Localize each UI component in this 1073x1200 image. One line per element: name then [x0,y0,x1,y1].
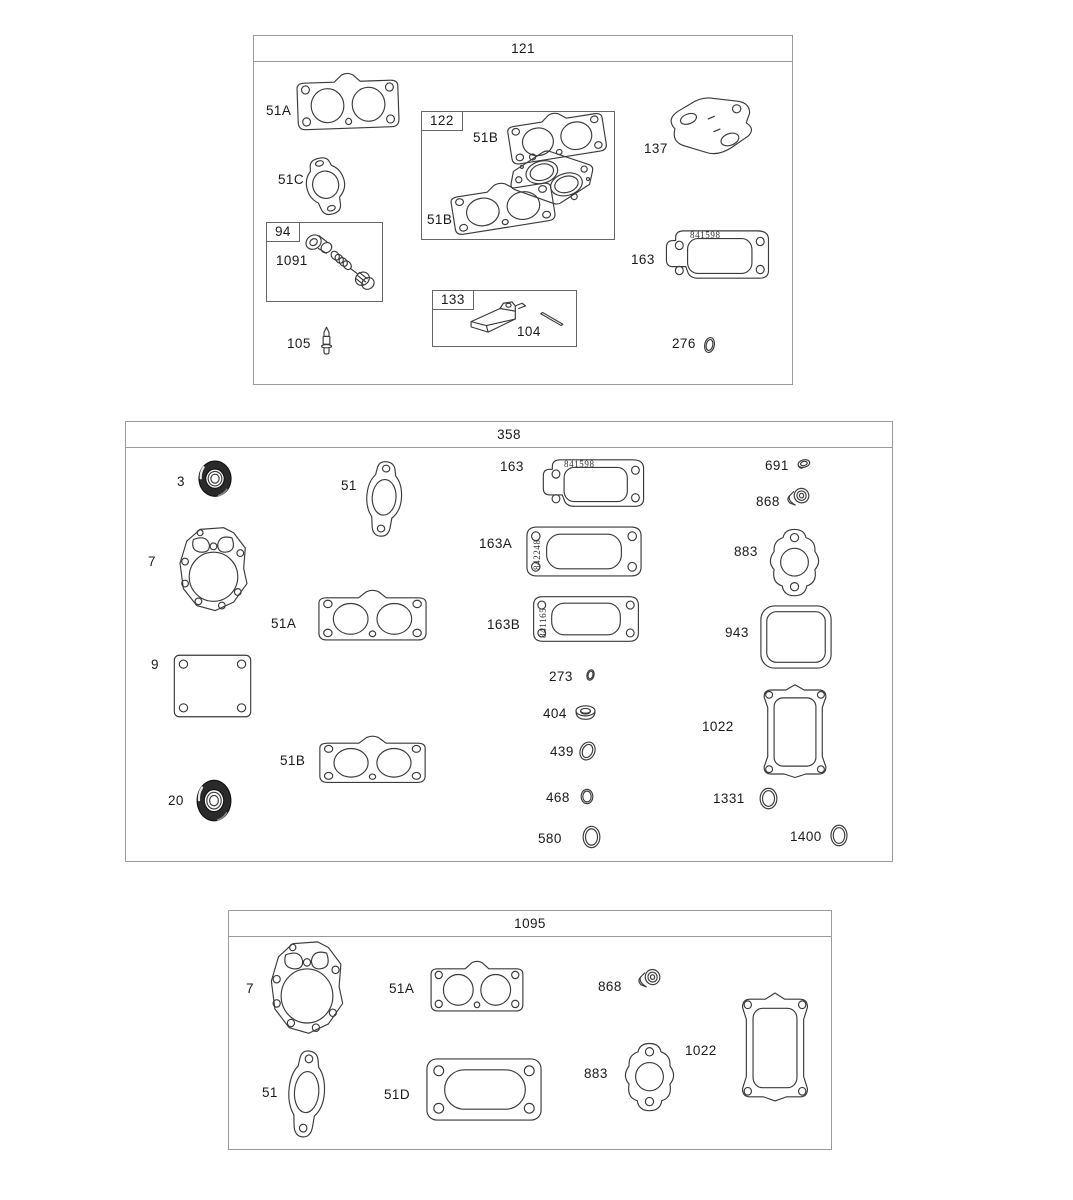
intake-gasket-51-1095-drawing [282,1048,331,1141]
exhaust-gasket-883-358-drawing [770,527,819,599]
part-label-1091: 1091 [276,253,308,268]
part-label-9: 9 [151,657,159,672]
oring-580-drawing [580,823,603,851]
exhaust-gasket-883-1095-drawing [625,1041,674,1114]
part-label-51B-358: 51B [280,753,306,768]
welch-plug-868-358-drawing [784,485,813,509]
part-label-439: 439 [550,744,574,759]
part-label-51D: 51D [384,1087,410,1102]
needle-seat-assembly-1091-drawing [300,231,380,293]
carburetor-gasket-51A-1095-drawing [426,960,528,1018]
carburetor-gasket-51A-drawing [291,70,405,138]
part-label-1331: 1331 [713,791,745,806]
kit-box-121-title: 121 [511,41,535,56]
kit-box-358-title: 358 [497,427,521,442]
part-label-868-358: 868 [756,494,780,509]
gasket-stamp-841598-358: 841598 [564,459,595,469]
part-label-404: 404 [543,706,567,721]
part-label-580: 580 [538,831,562,846]
part-label-1022-1095: 1022 [685,1043,717,1058]
part-label-163A: 163A [479,536,513,551]
oring-1331-drawing [757,785,780,812]
sub-box-133-tag: 133 [432,290,474,310]
part-label-276: 276 [672,336,696,351]
sub-box-122-tag: 122 [421,111,463,131]
rocker-cover-gasket-1022-358-drawing [755,683,835,781]
oring-273-drawing [585,668,596,682]
cover-gasket-137-drawing [658,92,762,158]
carburetor-gasket-51A-358-drawing [313,589,432,647]
seal-276-drawing [702,335,717,355]
gasket-stamp-841165: 841165 [538,607,548,638]
part-label-7: 7 [148,554,156,569]
part-label-51B-top: 51B [473,130,499,145]
part-label-468: 468 [546,790,570,805]
gasket-51D-drawing [423,1055,545,1124]
part-label-51C: 51C [278,172,304,187]
welch-plug-868-1095-drawing [635,966,664,991]
plate-gasket-9-drawing [171,652,254,720]
part-label-51-1095: 51 [262,1085,278,1100]
kit-box-1095-header [229,911,831,937]
part-label-51A-1095: 51A [389,981,415,996]
sub-box-94-tag: 94 [266,222,300,242]
part-label-163: 163 [631,252,655,267]
washer-691-drawing [795,457,813,471]
cylinder-head-gasket-7-1095-drawing [266,940,348,1037]
rocker-cover-gasket-1022-1095-drawing [733,991,817,1105]
part-label-1022-358: 1022 [702,719,734,734]
part-label-943: 943 [725,625,749,640]
part-label-20: 20 [168,793,184,808]
kit-box-358-header [126,422,892,448]
part-label-51: 51 [341,478,357,493]
needle-valve-105-drawing [319,326,334,356]
part-label-691: 691 [765,458,789,473]
part-label-273: 273 [549,669,573,684]
part-label-163B: 163B [487,617,521,632]
part-label-868-1095: 868 [598,979,622,994]
part-label-51A: 51A [266,103,292,118]
oring-468-drawing [579,787,595,806]
gasket-stamp-841598: 841598 [690,230,721,240]
oil-seal-3-drawing [196,459,234,499]
oring-1400-drawing [828,822,850,849]
cylinder-head-gasket-7-drawing [175,526,252,614]
part-label-163-358: 163 [500,459,524,474]
part-label-105: 105 [287,336,311,351]
intake-gasket-51-drawing [360,459,407,540]
part-label-883-1095: 883 [584,1066,608,1081]
valve-cover-gasket-943-drawing [757,602,835,672]
oring-439-drawing [576,739,599,763]
kit-box-1095-title: 1095 [514,916,546,931]
gasket-stamp-842248: 842248 [532,539,542,570]
part-label-51A-358: 51A [271,616,297,631]
part-label-137: 137 [644,141,668,156]
carburetor-gasket-51B-358-drawing [314,735,431,789]
part-label-883-358: 883 [734,544,758,559]
part-label-3: 3 [177,474,185,489]
kit-box-121-header [254,36,792,62]
oil-seal-20-drawing [194,778,234,824]
part-label-7-1095: 7 [246,981,254,996]
part-label-104: 104 [517,324,541,339]
part-label-51B-bottom: 51B [427,212,453,227]
grommet-404-drawing [573,704,598,723]
part-label-1400: 1400 [790,829,822,844]
